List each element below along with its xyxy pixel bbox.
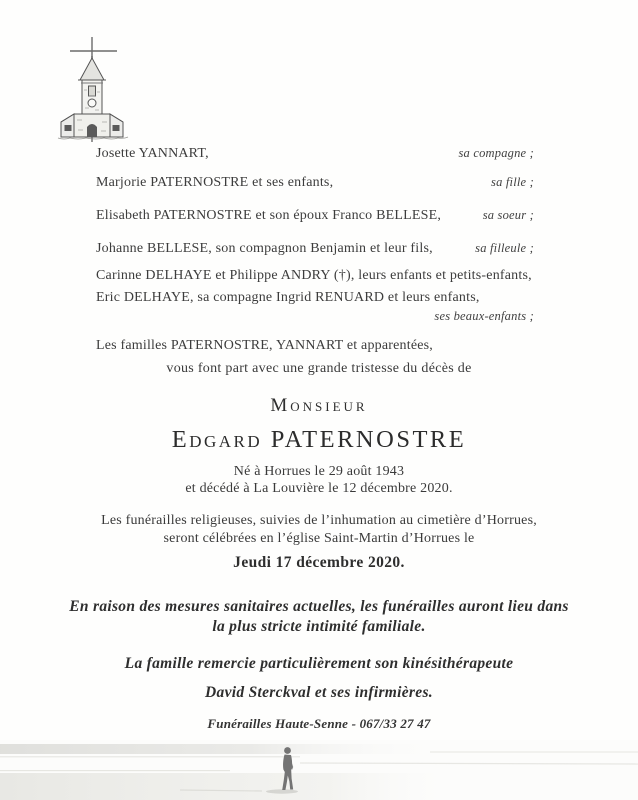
family-member-name: Josette YANNART, [96, 146, 209, 161]
family-member-name: Marjorie PATERNOSTRE et ses enfants, [96, 175, 334, 190]
death-line: et décédé à La Louvière le 12 décembre 2020. [185, 481, 453, 496]
family-row [96, 268, 534, 283]
family-relation-label: sa soeur ; [482, 208, 534, 222]
sanitary-notice-line-1: En raison des mesures sanitaires actuelles, les funérailles auront lieu dans [69, 598, 569, 615]
ceremony-line-1: Les funérailles religieuses, suivies de l’inhumation au cimetière d’Horrues, [101, 513, 537, 528]
families-line: Les familles PATERNOSTRE, YANNART et apparentées, [96, 338, 434, 353]
thanks-line-1: La famille remercie particulièrement son kinésithérapeute [124, 655, 514, 672]
family-relation-label: sa fille ; [491, 175, 534, 189]
deceased-name: Edgard PATERNOSTRE [171, 426, 467, 453]
family-relation-label: sa filleule ; [475, 241, 534, 255]
family-member-name: Eric DELHAYE, sa compagne Ingrid RENUARD et leurs enfants, [96, 290, 480, 305]
figure-shadow [266, 789, 298, 793]
family-row [96, 309, 534, 324]
birth-line: Né à Horrues le 29 août 1943 [233, 464, 405, 479]
beach-silhouette-photo [0, 740, 638, 800]
funeral-home-contact: Funérailles Haute-Senne - 067/33 27 47 [207, 716, 431, 731]
ceremony-line-2: seront célébrées en l’église Saint-Martin d’Horrues le [163, 531, 475, 546]
announcement-line: vous font part avec une grande tristesse du décès de [166, 361, 472, 376]
church-icon [44, 34, 142, 144]
family-row [96, 208, 534, 223]
family-member-name: Elisabeth PATERNOSTRE et son époux Franco BELLESE, [96, 208, 442, 223]
family-row [96, 146, 534, 161]
family-relation-label: ses beaux-enfants ; [434, 309, 534, 323]
family-row [96, 290, 534, 305]
family-row [96, 175, 534, 190]
family-member-name: Carinne DELHAYE et Philippe ANDRY (†), leurs enfants et petits-enfants, [96, 268, 532, 283]
family-member-name: Johanne BELLESE, son compagnon Benjamin et leur fils, [96, 241, 433, 256]
ceremony-date: Jeudi 17 décembre 2020. [233, 554, 405, 571]
family-relation-label: sa compagne ; [458, 146, 534, 160]
thanks-line-2: David Sterckval et ses infirmières. [205, 684, 433, 701]
family-row [96, 241, 534, 256]
deceased-civility: Monsieur [270, 395, 368, 416]
sanitary-notice-line-2: la plus stricte intimité familiale. [212, 618, 426, 635]
